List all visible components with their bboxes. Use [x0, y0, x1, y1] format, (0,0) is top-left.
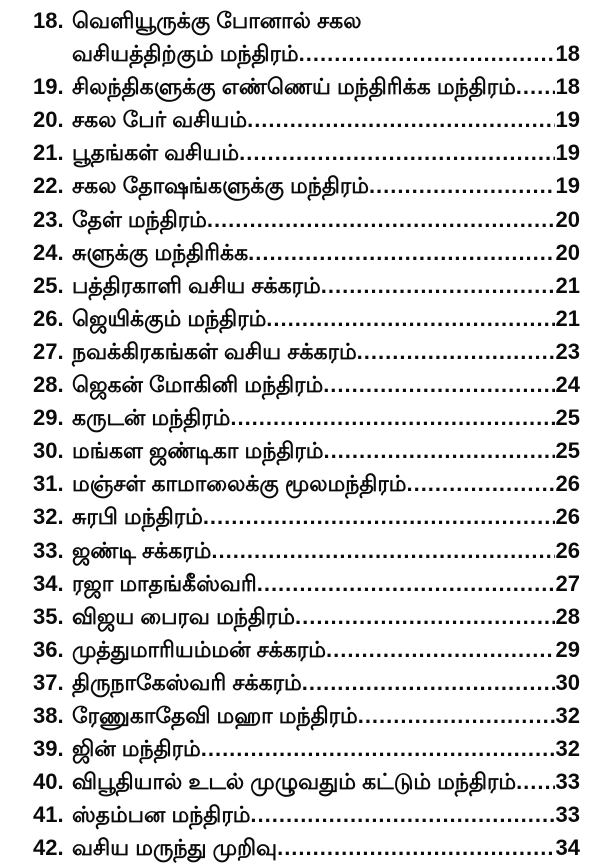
entry-title: மஞ்சள் காமாலைக்கு மூலமந்திரம் [72, 471, 407, 497]
toc-row [33, 467, 580, 500]
entry-number: 23. [33, 206, 64, 232]
dot-leader [321, 269, 555, 302]
entry-number: 18. [33, 8, 64, 33]
entry-title: சகல தோஷங்களுக்கு மந்திரம் [72, 173, 369, 199]
entry-page-number: 32 [555, 736, 580, 762]
entry-page-number: 19 [555, 140, 580, 166]
dot-leader [277, 831, 554, 864]
entry-number: 26. [33, 305, 64, 331]
entry-page-number: 27 [555, 570, 580, 596]
toc-row [33, 70, 580, 103]
entry-page-number: 20 [555, 239, 580, 265]
dot-leader [302, 666, 555, 699]
entry-page-number: 32 [555, 702, 580, 728]
toc-row [33, 302, 580, 335]
entry-number: 22. [33, 173, 64, 199]
toc-row [33, 666, 580, 699]
toc-row [33, 203, 580, 236]
entry-page-number: 19 [555, 107, 580, 133]
entry-number: 19. [33, 74, 64, 100]
entry-title: திருநாகேஸ்வரி சக்கரம் [72, 669, 302, 695]
entry-title: வெளியூருக்கு போனால் சகல [72, 8, 362, 33]
entry-page-number: 29 [555, 636, 580, 662]
dot-leader [211, 534, 554, 567]
entry-number: 36. [33, 636, 64, 662]
entry-number: 29. [33, 405, 64, 431]
entry-number: 32. [33, 504, 64, 530]
dot-leader [266, 302, 554, 335]
toc-row [33, 335, 580, 368]
entry-number: 40. [33, 769, 64, 795]
entry-number: 38. [33, 702, 64, 728]
entry-number: 20. [33, 107, 64, 133]
entry-title: ஜண்டி சக்கரம் [72, 537, 212, 563]
toc-row [33, 534, 580, 567]
toc-row [33, 4, 580, 37]
entry-number: 21. [33, 140, 64, 166]
toc-row [33, 136, 580, 169]
entry-title: நவக்கிரகங்கள் வசிய சக்கரம் [72, 338, 357, 364]
entry-title: ரேணுகாதேவி மஹா மந்திரம் [72, 702, 358, 728]
entry-page-number: 33 [555, 802, 580, 828]
entry-page-number: 18 [555, 41, 580, 67]
entry-page-number: 28 [555, 603, 580, 629]
entry-title: ரஜா மாதங்கீஸ்வரி [72, 570, 257, 596]
entry-number: 27. [33, 338, 64, 364]
entry-page-number: 26 [555, 471, 580, 497]
entry-title: வசிய மருந்து முறிவு [72, 835, 278, 861]
dot-leader [323, 368, 554, 401]
entry-title: பூதங்கள் வசியம் [72, 140, 240, 166]
toc-row [33, 236, 580, 269]
entry-page-number: 20 [555, 206, 580, 232]
toc-row [33, 500, 580, 533]
toc-row [33, 831, 580, 864]
dot-leader [230, 401, 554, 434]
entry-title: பத்திரகாளி வசிய சக்கரம் [72, 272, 321, 298]
dot-leader [516, 765, 554, 798]
entry-number: 39. [33, 736, 64, 762]
dot-leader [248, 236, 554, 269]
entry-page-number: 26 [555, 504, 580, 530]
dot-leader [299, 37, 555, 70]
entry-page-number: 18 [555, 74, 580, 100]
toc-row [33, 103, 580, 136]
entry-number: 42. [33, 835, 64, 861]
entry-number: 30. [33, 438, 64, 464]
entry-title: விபூதியால் உடல் முழுவதும் கட்டும் மந்திரம் [72, 769, 517, 795]
dot-leader [239, 136, 554, 169]
toc-row [33, 765, 580, 798]
dot-leader [247, 103, 554, 136]
entry-number: 31. [33, 471, 64, 497]
entry-page-number: 30 [555, 669, 580, 695]
entry-title: சகல பேர் வசியம் [72, 107, 248, 133]
toc-row [33, 600, 580, 633]
dot-leader [326, 633, 555, 666]
entry-page-number: 33 [555, 769, 580, 795]
entry-number: 37. [33, 669, 64, 695]
entry-title: சுரபி மந்திரம் [72, 504, 203, 530]
toc-row [33, 732, 580, 765]
entry-page-number: 25 [555, 405, 580, 431]
entry-title: ஜெகன் மோகினி மந்திரம் [72, 372, 324, 398]
entry-page-number: 24 [555, 372, 580, 398]
entry-title: ஸ்தம்பன மந்திரம் [72, 802, 251, 828]
entry-title-continuation: வசியத்திற்கும் மந்திரம் [72, 41, 299, 67]
toc-row [33, 567, 580, 600]
dot-leader [516, 70, 555, 103]
entry-page-number: 23 [555, 338, 580, 364]
toc-row [33, 633, 580, 666]
dot-leader [257, 567, 555, 600]
dot-leader [357, 335, 555, 368]
toc-row [33, 798, 580, 831]
dot-leader [295, 600, 555, 633]
entry-number: 41. [33, 802, 64, 828]
entry-title: சுளுக்கு மந்திரிக்க [72, 239, 249, 265]
entry-number: 35. [33, 603, 64, 629]
entry-page-number: 21 [555, 305, 580, 331]
entry-title: ஜின் மந்திரம் [72, 736, 201, 762]
entry-page-number: 34 [555, 835, 580, 861]
entry-page-number: 25 [555, 438, 580, 464]
dot-leader [406, 467, 554, 500]
toc-row [33, 401, 580, 434]
entry-page-number: 26 [555, 537, 580, 563]
toc-row [33, 269, 580, 302]
entry-title: ஜெயிக்கும் மந்திரம் [72, 305, 267, 331]
entry-number: 33. [33, 537, 64, 563]
entry-number: 24. [33, 239, 64, 265]
entry-number: 34. [33, 570, 64, 596]
entry-number: 28. [33, 372, 64, 398]
dot-leader [207, 203, 555, 236]
entry-title: சிலந்திகளுக்கு எண்ணெய் மந்திரிக்க மந்திரம் [72, 74, 516, 100]
dot-leader [203, 500, 555, 533]
toc-row [33, 368, 580, 401]
toc-row [33, 434, 580, 467]
dot-leader [369, 169, 555, 202]
dot-leader [201, 732, 555, 765]
dot-leader [250, 798, 554, 831]
entry-title: விஜய பைரவ மந்திரம் [72, 603, 295, 629]
entry-page-number: 19 [555, 173, 580, 199]
toc-row-continuation [33, 37, 580, 70]
dot-leader [358, 699, 555, 732]
entry-title: தேள் மந்திரம் [72, 206, 207, 232]
entry-title: மங்கள ஜண்டிகா மந்திரம் [72, 438, 324, 464]
toc-row [33, 699, 580, 732]
entry-title: கருடன் மந்திரம் [72, 405, 231, 431]
toc-row [33, 169, 580, 202]
entry-page-number: 21 [555, 272, 580, 298]
entry-title: முத்துமாரியம்மன் சக்கரம் [72, 636, 326, 662]
dot-leader [323, 434, 554, 467]
entry-number: 25. [33, 272, 64, 298]
